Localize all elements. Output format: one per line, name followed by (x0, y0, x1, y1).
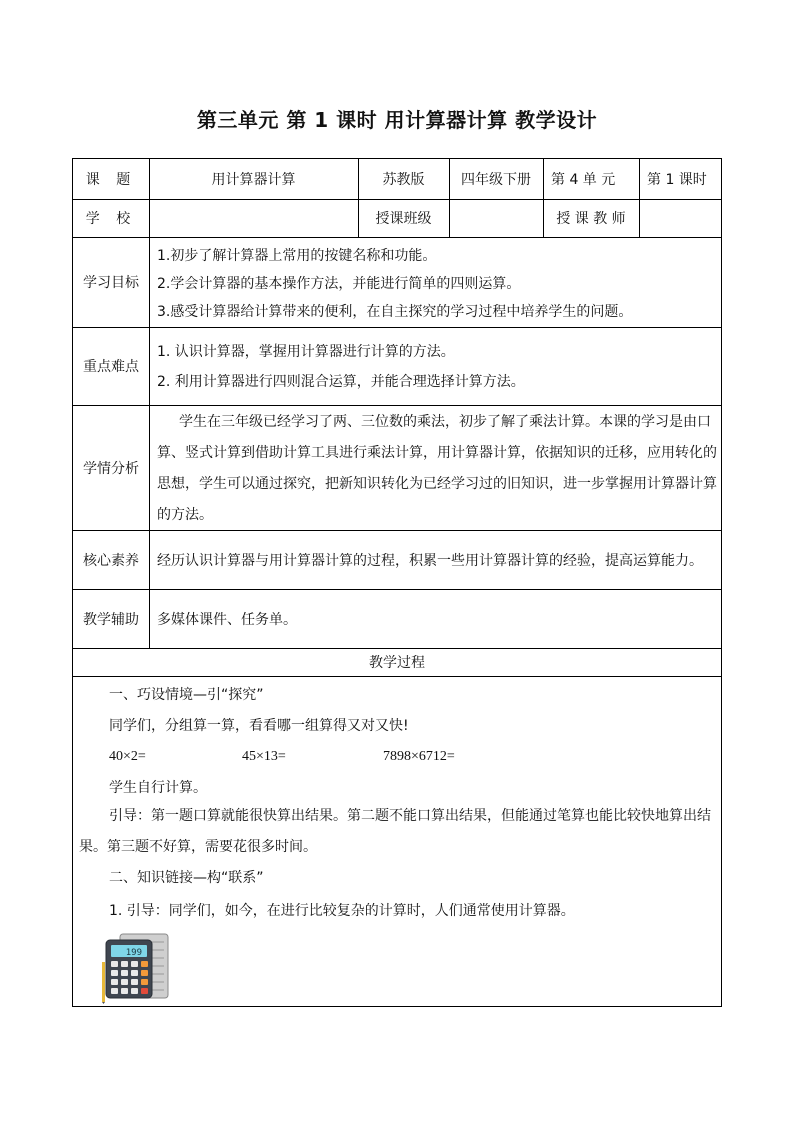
analysis-line: 算、竖式计算到借助计算工具进行乘法计算，用计算器计算，依据知识的迁移，应用转化的 (157, 445, 717, 461)
analysis-line: 的方法。 (157, 507, 213, 523)
svg-text:199: 199 (125, 948, 142, 958)
goal-item: 2.学会计算器的基本操作方法，并能进行简单的四则运算。 (157, 276, 521, 292)
row-divider (73, 405, 721, 406)
row-divider (73, 237, 721, 238)
label-goals: 学习目标 (83, 275, 139, 291)
process-paragraph: 学生自行计算。 (109, 780, 207, 796)
calculator-icon (102, 932, 170, 1004)
analysis-line: 思想，学生可以通过探究，把新知识转化为已经学习过的旧知识，进一步掌握用计算器计算 (157, 476, 717, 492)
section-heading: 二、知识链接—构“联系” (109, 870, 264, 886)
literacy-text: 经历认识计算器与用计算器计算的过程，积累一些用计算器计算的经验，提高运算能力。 (157, 552, 703, 569)
label-teacher: 授 课 教 师 (556, 211, 626, 227)
key-point-item: 2. 利用计算器进行四则混合运算，并能合理选择计算方法。 (157, 374, 525, 390)
process-paragraph: 引导：第一题口算就能很快算出结果。第二题不能口算出结果，但能通过笔算也能比较快地算出结 (109, 808, 711, 824)
expression: 40×2= (109, 749, 146, 764)
label-topic: 课 题 (85, 172, 137, 188)
expression: 45×13= (242, 749, 286, 764)
label-school: 学 校 (85, 211, 137, 227)
grade-value: 四年级下册 (461, 172, 531, 188)
process-paragraph: 1. 引导：同学们，如今，在进行比较复杂的计算时，人们通常使用计算器。 (109, 903, 575, 919)
goals-list (157, 245, 717, 323)
goal-item: 3.感受计算器给计算带来的便利，在自主探究的学习过程中培养学生的问题。 (157, 304, 633, 320)
label-analysis: 学情分析 (83, 460, 139, 477)
section-heading: 一、巧设情境—引“探究” (109, 687, 264, 703)
topic-value: 用计算器计算 (211, 172, 296, 188)
lesson-value: 第 1 课时 (647, 172, 707, 188)
page-title: 第三单元 第 1 课时 用计算器计算 教学设计 (196, 108, 598, 132)
goal-item: 1.初步了解计算器上常用的按键名称和功能。 (157, 248, 437, 264)
label-key-points: 重点难点 (83, 359, 139, 375)
expression: 7898×6712= (383, 749, 455, 764)
row-divider (73, 676, 721, 677)
teacher-value (639, 199, 721, 237)
key-points-list (157, 339, 717, 395)
class-value (449, 199, 543, 237)
calculator-illustration (102, 932, 170, 1004)
process-paragraph: 同学们，分组算一算，看看哪一组算得又对又快! (109, 718, 409, 734)
label-literacy: 核心素养 (83, 552, 139, 569)
aids-text: 多媒体课件、任务单。 (157, 611, 297, 628)
label-aids: 教学辅助 (83, 611, 139, 628)
process-header: 教学过程 (369, 655, 425, 671)
label-class: 授课班级 (375, 211, 432, 227)
unit-value: 第 4 单 元 (551, 172, 616, 188)
row-divider (73, 327, 721, 328)
key-point-item: 1. 认识计算器，掌握用计算器进行计算的方法。 (157, 344, 455, 360)
analysis-line: 学生在三年级已经学习了两、三位数的乘法，初步了解了乘法计算。本课的学习是由口 (179, 414, 711, 430)
publisher-value: 苏教版 (382, 172, 425, 188)
process-paragraph: 果。第三题不好算，需要花很多时间。 (79, 839, 317, 855)
lesson-plan-table (72, 158, 722, 1007)
analysis-text (157, 407, 719, 531)
school-value (149, 199, 358, 237)
